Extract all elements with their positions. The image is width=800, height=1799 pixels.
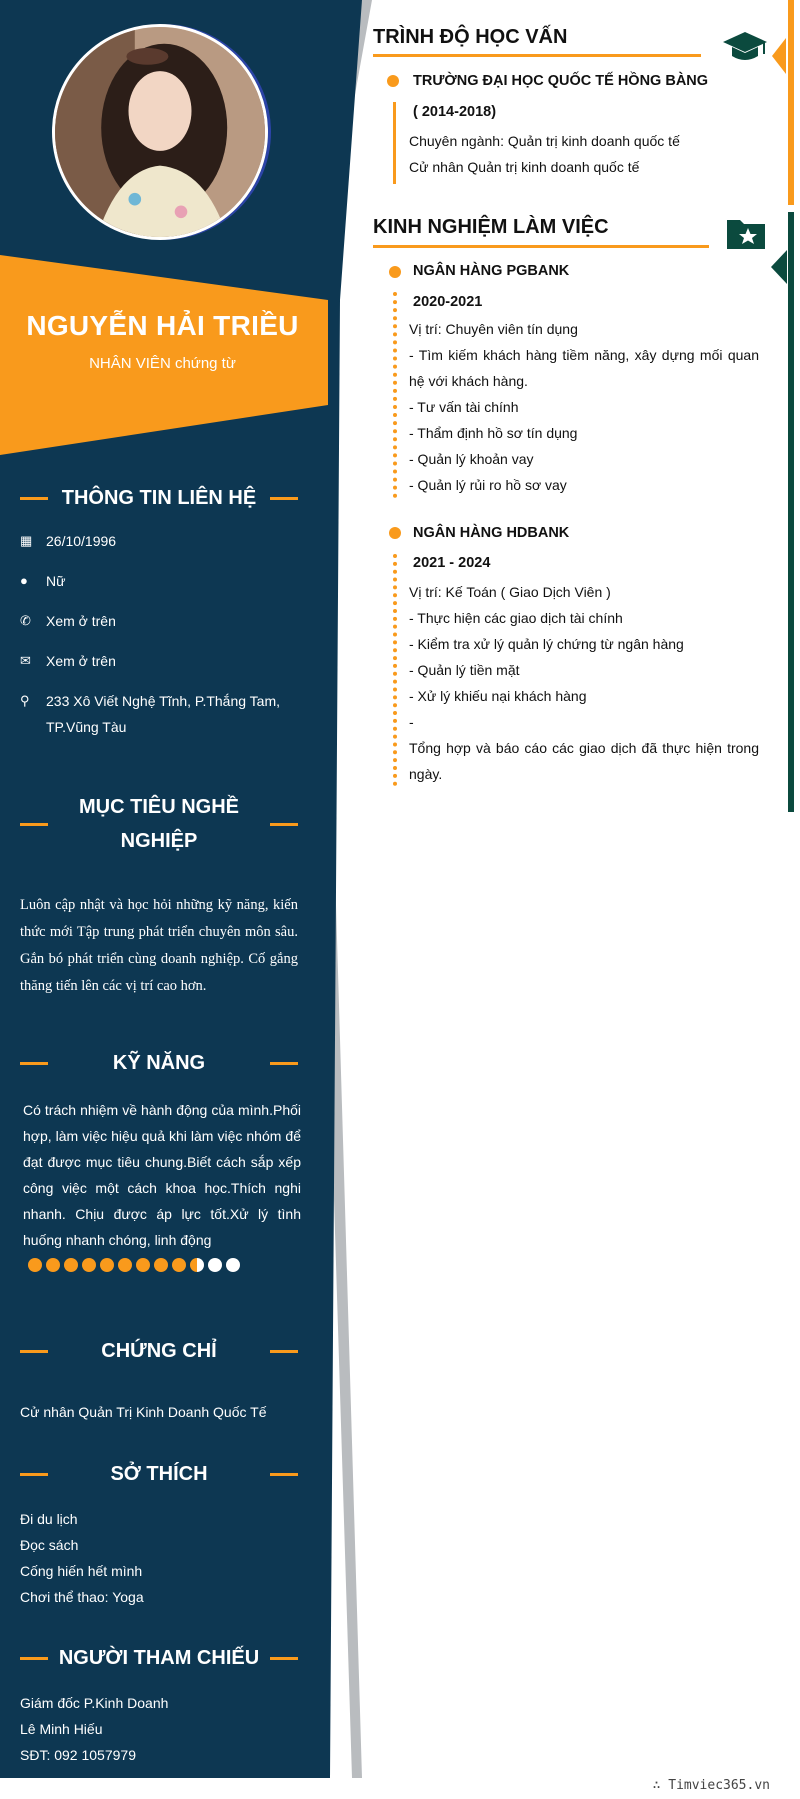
job-description — [409, 579, 759, 787]
objective-text: Luôn cập nhật và học hỏi những kỹ năng, kiến thức mới Tập trung phát triển chuyên môn sâu. Gắn bó phát triển cùng doanh nghiệp. Cố gắng thăng tiến lên các vị trí cao hơn. — [20, 897, 298, 994]
education-heading: TRÌNH ĐỘ HỌC VẤN — [373, 26, 568, 48]
job-years: 2020-2021 — [413, 294, 483, 310]
list-item: Chơi thể thao: Yoga — [20, 1589, 144, 1605]
person-name: NGUYỄN HẢI TRIỀU — [26, 310, 299, 341]
heading-dash — [20, 1473, 48, 1476]
education-degree: Cử nhân Quản trị kinh doanh quốc tế — [409, 159, 640, 175]
phone-value[interactable]: Xem ở trên — [46, 613, 116, 629]
education-details — [409, 128, 759, 180]
arrow-marker-icon — [772, 38, 786, 74]
heading-dash — [270, 823, 298, 826]
rating-dot — [136, 1258, 150, 1272]
job-line: - Thực hiện các giao dịch tài chính — [409, 610, 623, 626]
contact-email — [20, 648, 295, 674]
list-item: SĐT: 092 1057979 — [20, 1747, 136, 1763]
heading-dash — [270, 1657, 298, 1660]
rating-dot — [82, 1258, 96, 1272]
birthday-value: 26/10/1996 — [46, 533, 117, 549]
job-bullet — [389, 266, 401, 278]
email-value[interactable]: Xem ở trên — [46, 653, 116, 669]
heading-dash — [20, 1657, 48, 1660]
job-line: - Quản lý rủi ro hồ sơ vay — [409, 477, 567, 493]
education-side-bar — [788, 0, 794, 205]
certificates-title: CHỨNG CHỈ — [101, 1340, 217, 1362]
rating-dot — [64, 1258, 78, 1272]
hobbies-heading — [20, 1457, 298, 1491]
job-line: - Quản lý tiền mặt — [409, 662, 520, 678]
skills-heading — [20, 1046, 298, 1080]
list-item: Đọc sách — [20, 1537, 79, 1553]
job-timeline — [393, 554, 397, 786]
certificate-item: Cử nhân Quản Trị Kinh Doanh Quốc Tế — [20, 1404, 267, 1420]
heading-dash — [270, 1473, 298, 1476]
heading-dash — [20, 823, 48, 826]
skills-title: KỸ NĂNG — [112, 1052, 206, 1074]
job-line: - Quản lý khoản vay — [409, 451, 534, 467]
job-company: NGÂN HÀNG HDBANK — [413, 525, 570, 541]
heading-dash — [270, 497, 298, 500]
heading-dash — [20, 1350, 48, 1353]
heading-dash — [270, 1350, 298, 1353]
folder-star-icon — [726, 216, 766, 250]
references-title: NGƯỜI THAM CHIẾU — [58, 1647, 260, 1669]
job-line: Tổng hợp và báo cáo các giao dịch đã thực hiện trong ngày. — [409, 740, 759, 782]
skill-rating — [28, 1258, 240, 1272]
contact-birthday — [20, 528, 295, 554]
experience-underline — [373, 245, 709, 248]
education-years: ( 2014-2018) — [413, 104, 497, 120]
experience-side-bar — [788, 212, 794, 812]
address-line2: TP.Vũng Tàu — [46, 719, 127, 735]
experience-heading: KINH NGHIỆM LÀM VIỆC — [373, 216, 609, 238]
education-timeline — [393, 102, 396, 184]
job-bullet — [389, 527, 401, 539]
job-timeline — [393, 292, 397, 498]
contact-address — [20, 688, 295, 740]
location-icon: ⚲ — [20, 693, 30, 708]
rating-dot — [100, 1258, 114, 1272]
objective-heading — [20, 790, 298, 858]
heading-dash — [20, 1062, 48, 1065]
rating-dot — [172, 1258, 186, 1272]
list-item: Lê Minh Hiếu — [20, 1721, 103, 1737]
education-bullet — [387, 75, 399, 87]
job-years: 2021 - 2024 — [413, 555, 491, 571]
gender-value: Nữ — [46, 573, 66, 589]
address-line1: 233 Xô Viết Nghệ Tĩnh, P.Thắng Tam, — [46, 693, 281, 709]
references-list — [20, 1690, 298, 1768]
footer-watermark[interactable]: ∴ Timviec365.vn — [652, 1778, 770, 1793]
arrow-marker-icon — [771, 250, 787, 284]
rating-dot — [190, 1258, 204, 1272]
skills-text: Có trách nhiệm về hành động của mình.Phối hợp, làm việc hiệu quả khi làm việc nhóm để đạt được mục tiêu chung.Biết cách sắp xếp công việc một cách khoa học.Thích nghi nhanh. Chịu được áp lực tốt.Xử lý tình huống nhanh chóng, linh động — [23, 1102, 301, 1248]
job-line: - Tìm kiếm khách hàng tiềm năng, xây dựng mối quan hệ với khách hàng. — [409, 347, 759, 389]
school-name: TRƯỜNG ĐẠI HỌC QUỐC TẾ HỒNG BÀNG — [413, 73, 709, 89]
avatar — [52, 24, 268, 240]
job-line: - Kiểm tra xử lý quản lý chứng từ ngân hàng — [409, 636, 684, 652]
job-company: NGÂN HÀNG PGBANK — [413, 263, 570, 279]
contact-phone — [20, 608, 295, 634]
heading-dash — [20, 497, 48, 500]
heading-dash — [270, 1062, 298, 1065]
education-major: Chuyên ngành: Quản trị kinh doanh quốc tế — [409, 133, 680, 149]
hobbies-list — [20, 1506, 298, 1610]
list-item: Giám đốc P.Kinh Doanh — [20, 1695, 169, 1711]
references-heading — [20, 1641, 298, 1675]
job-line: - — [409, 714, 414, 730]
education-underline — [373, 54, 701, 57]
hobbies-title: SỞ THÍCH — [110, 1463, 208, 1485]
rating-dot — [118, 1258, 132, 1272]
contact-title: THÔNG TIN LIÊN HỆ — [61, 487, 257, 509]
graduation-cap-icon — [722, 30, 768, 64]
rating-dot — [154, 1258, 168, 1272]
job-line: Vị trí: Chuyên viên tín dụng — [409, 321, 578, 337]
phone-icon: ✆ — [20, 613, 31, 628]
job-description — [409, 316, 759, 498]
job-line: - Xử lý khiếu nại khách hàng — [409, 688, 587, 704]
job-line: Vị trí: Kế Toán ( Giao Dịch Viên ) — [409, 584, 611, 600]
job-line: - Tư vấn tài chính — [409, 399, 519, 415]
certificates-heading — [20, 1334, 298, 1368]
contact-heading — [20, 481, 298, 515]
email-icon: ✉ — [20, 653, 31, 668]
objective-title: MỤC TIÊU NGHỀ NGHIỆP — [79, 796, 239, 852]
contact-gender — [20, 568, 295, 594]
rating-dot — [208, 1258, 222, 1272]
person-icon: ● — [20, 573, 28, 588]
calendar-icon: ▦ — [20, 533, 33, 548]
rating-dot — [226, 1258, 240, 1272]
rating-dot — [46, 1258, 60, 1272]
list-item: Cống hiến hết mình — [20, 1563, 143, 1579]
rating-dot — [28, 1258, 42, 1272]
job-title: NHÂN VIÊN chứng từ — [89, 355, 236, 372]
list-item: Đi du lịch — [20, 1511, 78, 1527]
portrait-photo — [55, 27, 265, 237]
job-line: - Thẩm định hồ sơ tín dụng — [409, 425, 578, 441]
